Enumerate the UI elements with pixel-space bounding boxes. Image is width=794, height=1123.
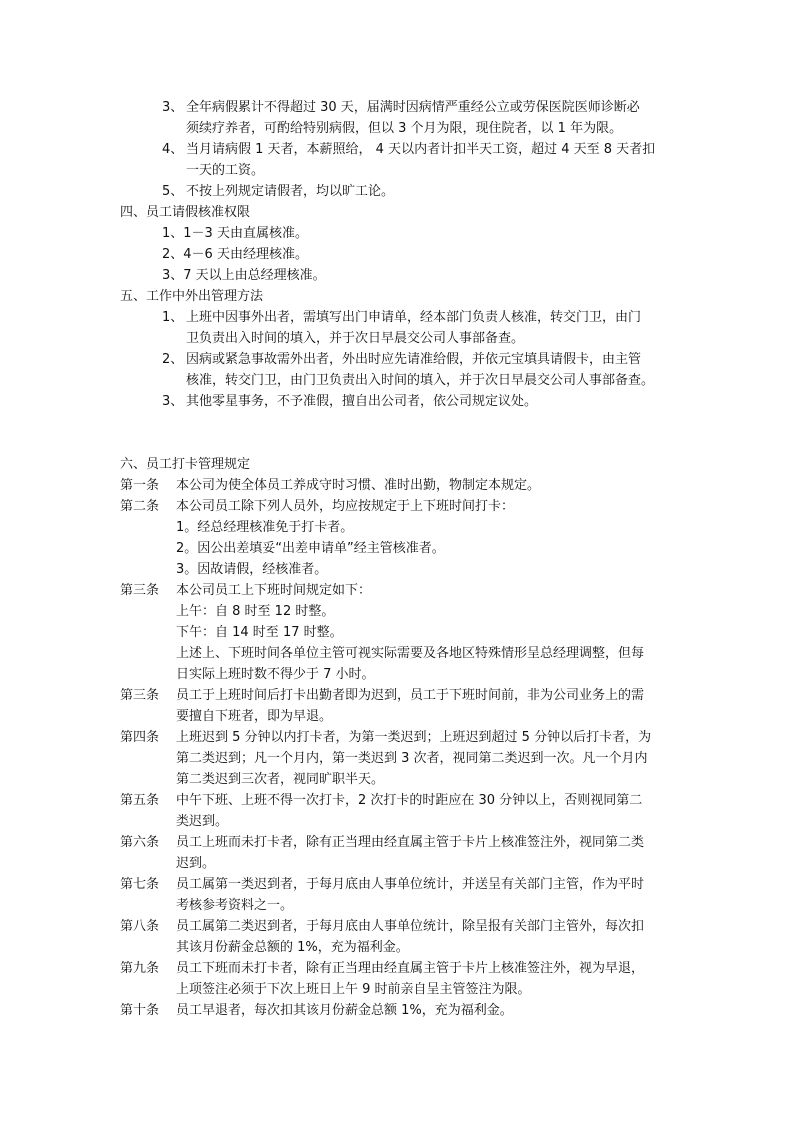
- item-text: 不按上列规定请假者，均以旷工论。: [186, 184, 395, 199]
- article-text: 第二类迟到；凡一个月内，第一类迟到 3 次者，视同第二类迟到一次。凡一个月内: [176, 751, 648, 766]
- item-number: 2、: [162, 352, 184, 367]
- article-text: 员工属第一类迟到者，于每月底由人事单位统计，并送呈有关部门主管，作为平时: [176, 877, 645, 892]
- sub-item: 下午：自 14 时至 17 时整。: [176, 625, 343, 640]
- section-heading: 六、员工打卡管理规定: [120, 457, 251, 472]
- article-text: 迟到。: [176, 856, 216, 871]
- sub-item: 3。因故请假，经核准者。: [176, 562, 328, 577]
- item-text: 卫负责出入时间的填入，并于次日早晨交公司人事部备查。: [186, 331, 525, 346]
- article-text: 第二类迟到三次者，视同旷职半天。: [176, 772, 385, 787]
- item-number: 4、: [162, 142, 184, 157]
- item-number: 1、: [162, 310, 184, 325]
- item-text: 当月请病假 1 天者，本薪照给， 4 天以内者计扣半天工资，超过 4 天至 8 天者扣: [186, 142, 656, 157]
- item-text: 一天的工资。: [186, 163, 265, 178]
- list-item: 3、7 天以上由总经理核准。: [162, 268, 326, 283]
- section-heading: 五、工作中外出管理方法: [120, 289, 264, 304]
- article-text: 员工下班而未打卡者，除有正当理由经直属主管于卡片上核准签注外，视为早退，: [176, 961, 645, 976]
- section-heading: 四、员工请假核准权限: [120, 205, 251, 220]
- article-text: 类迟到。: [176, 814, 229, 829]
- list-item: 2、4－6 天由经理核准。: [162, 247, 308, 262]
- article-label: 第五条: [120, 793, 160, 808]
- article-text: 员工属第二类迟到者，于每月底由人事单位统计，除呈报有关部门主管外，每次扣: [176, 919, 645, 934]
- item-number: 5、: [162, 184, 184, 199]
- article-text: 要擅自下班者，即为早退。: [176, 709, 333, 724]
- sub-item: 上述上、下班时间各单位主管可视实际需要及各地区特殊情形呈总经理调整，但每: [176, 646, 645, 661]
- article-text: 员工于上班时间后打卡出勤者即为迟到，员工于下班时间前，非为公司业务上的需: [176, 688, 645, 703]
- article-text: 本公司员工上下班时间规定如下：: [176, 583, 372, 598]
- article-label: 第十条: [120, 1003, 160, 1018]
- item-text: 全年病假累计不得超过 30 天，届满时因病情严重经公立或劳保医院医师诊断必: [186, 100, 640, 115]
- item-number: 3、: [162, 394, 184, 409]
- item-text: 上班中因事外出者，需填写出门申请单，经本部门负责人核准，转交门卫，由门: [186, 310, 642, 325]
- article-text: 上项签注必须于下次上班日上午 9 时前亲自呈主管签注为限。: [176, 982, 531, 997]
- article-text: 员工上班而未打卡者，除有正当理由经直属主管于卡片上核准签注外，视同第二类: [176, 835, 645, 850]
- article-text: 中午下班、上班不得一次打卡，2 次打卡的时距应在 30 分钟以上，否则视同第二: [176, 793, 643, 808]
- article-text: 本公司为使全体员工养成守时习惯、准时出勤，物制定本规定。: [176, 478, 541, 493]
- article-label: 第八条: [120, 919, 160, 934]
- article-label: 第七条: [120, 877, 160, 892]
- item-text: 其他零星事务，不予准假，擅自出公司者，依公司规定议处。: [186, 394, 538, 409]
- article-label: 第四条: [120, 730, 160, 745]
- sub-item: 日实际上班时数不得少于 7 小时。: [176, 667, 375, 682]
- article-text: 本公司员工除下列人员外，均应按规定于上下班时间打卡：: [176, 499, 515, 514]
- sub-item: 上午：自 8 时至 12 时整。: [176, 604, 335, 619]
- article-text: 员工早退者，每次扣其该月份薪金总额 1%，充为福利金。: [176, 1003, 513, 1018]
- article-label: 第九条: [120, 961, 160, 976]
- article-text: 考核参考资料之一。: [176, 898, 294, 913]
- article-label: 第六条: [120, 835, 160, 850]
- article-label: 第三条: [120, 583, 160, 598]
- article-label: 第二条: [120, 499, 160, 514]
- sub-item: 2。因公出差填妥“出差申请单”经主管核准者。: [176, 541, 445, 556]
- item-text: 因病或紧急事故需外出者，外出时应先请准给假，并依元宝填具请假卡，由主管: [186, 352, 642, 367]
- article-label: 第一条: [120, 478, 160, 493]
- item-text: 须续疗养者，可酌给特别病假，但以 3 个月为限，现住院者，以 1 年为限。: [186, 121, 623, 136]
- item-text: 核准，转交门卫，由门卫负责出入时间的填入，并于次日早晨交公司人事部备查。: [186, 373, 655, 388]
- article-label: 第三条: [120, 688, 160, 703]
- item-number: 3、: [162, 100, 184, 115]
- article-text: 其该月份薪金总额的 1%，充为福利金。: [176, 940, 409, 955]
- sub-item: 1。经总经理核准免于打卡者。: [176, 520, 354, 535]
- article-text: 上班迟到 5 分钟以内打卡者，为第一类迟到；上班迟到超过 5 分钟以后打卡者，为: [176, 730, 652, 745]
- list-item: 1、1－3 天由直属核准。: [162, 226, 308, 241]
